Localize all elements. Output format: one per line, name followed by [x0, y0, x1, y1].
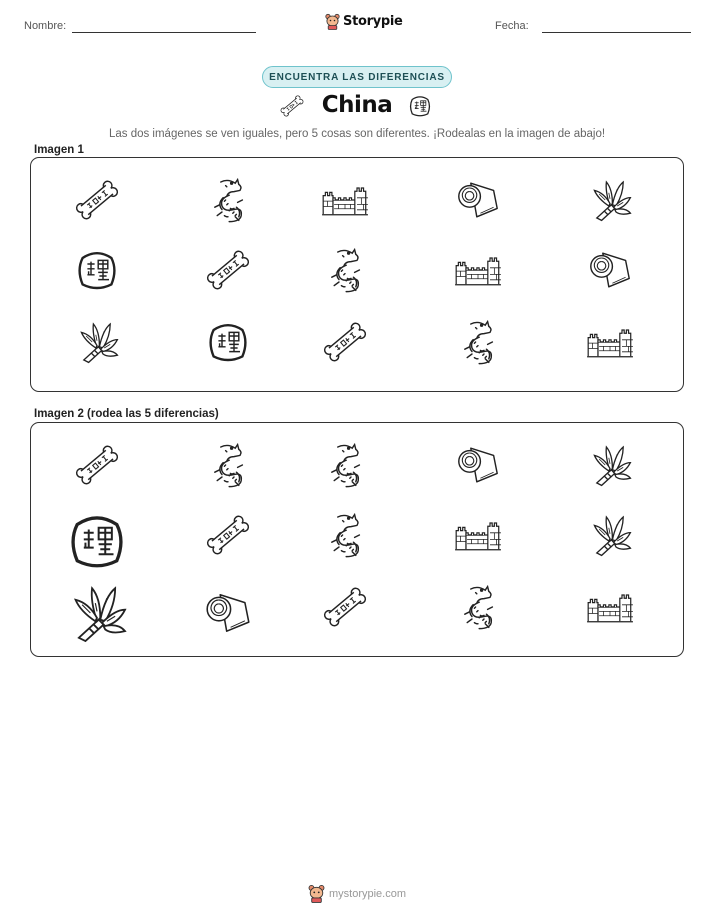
- herb-bundle-icon: [586, 176, 634, 224]
- herb-bundle-icon[interactable]: [586, 441, 634, 489]
- paper-roll-icon: [454, 176, 502, 224]
- dragon-icon[interactable]: [204, 441, 252, 489]
- great-wall-icon: [321, 176, 369, 224]
- picture-panel-2[interactable]: [30, 422, 684, 657]
- bone-scroll-icon: [321, 318, 369, 366]
- great-wall-icon: [454, 246, 502, 294]
- storypie-logo: [325, 13, 403, 30]
- seal-stamp-icon[interactable]: [64, 508, 130, 574]
- date-field-line[interactable]: [542, 32, 691, 33]
- herb-bundle-icon: [73, 318, 121, 366]
- paper-roll-icon[interactable]: [454, 441, 502, 489]
- seal-stamp-icon: [73, 246, 121, 294]
- bear-mascot-icon: [325, 13, 340, 30]
- dragon-icon[interactable]: [321, 511, 369, 559]
- section1-label: Imagen 1: [34, 144, 84, 156]
- bone-scroll-icon: [73, 176, 121, 224]
- seal-stamp-icon: [407, 93, 433, 119]
- bone-scroll-icon: [204, 246, 252, 294]
- instructions-text: Las dos imágenes se ven iguales, pero 5 cosas son diferentes. ¡Rodealas en la imagen de abajo!: [108, 128, 606, 140]
- dragon-icon: [454, 318, 502, 366]
- herb-bundle-icon[interactable]: [586, 511, 634, 559]
- footer-site: mystorypie.com: [328, 887, 407, 900]
- picture-panel-1: [30, 157, 684, 392]
- great-wall-icon[interactable]: [454, 511, 502, 559]
- activity-badge: ENCUENTRA LAS DIFERENCIAS: [262, 66, 452, 88]
- brand-name: Storypie: [343, 14, 403, 29]
- footer: [0, 884, 714, 903]
- bone-scroll-icon[interactable]: [73, 441, 121, 489]
- seal-stamp-icon: [204, 318, 252, 366]
- date-label: Fecha:: [495, 20, 529, 32]
- name-field-line[interactable]: [72, 32, 256, 33]
- dragon-icon: [204, 176, 252, 224]
- section2-label: Imagen 2 (rodea las 5 diferencias): [34, 408, 219, 420]
- page-title: China: [321, 92, 393, 118]
- paper-roll-icon[interactable]: [202, 587, 254, 639]
- great-wall-icon: [586, 318, 634, 366]
- paper-roll-icon: [586, 246, 634, 294]
- bone-scroll-icon[interactable]: [321, 583, 369, 631]
- great-wall-icon[interactable]: [586, 583, 634, 631]
- dragon-icon: [321, 246, 369, 294]
- dragon-icon[interactable]: [321, 441, 369, 489]
- bone-scroll-icon[interactable]: [204, 511, 252, 559]
- bear-mascot-icon: [308, 884, 325, 903]
- dragon-icon[interactable]: [454, 583, 502, 631]
- herb-bundle-icon[interactable]: [64, 580, 130, 646]
- name-label: Nombre:: [24, 20, 67, 32]
